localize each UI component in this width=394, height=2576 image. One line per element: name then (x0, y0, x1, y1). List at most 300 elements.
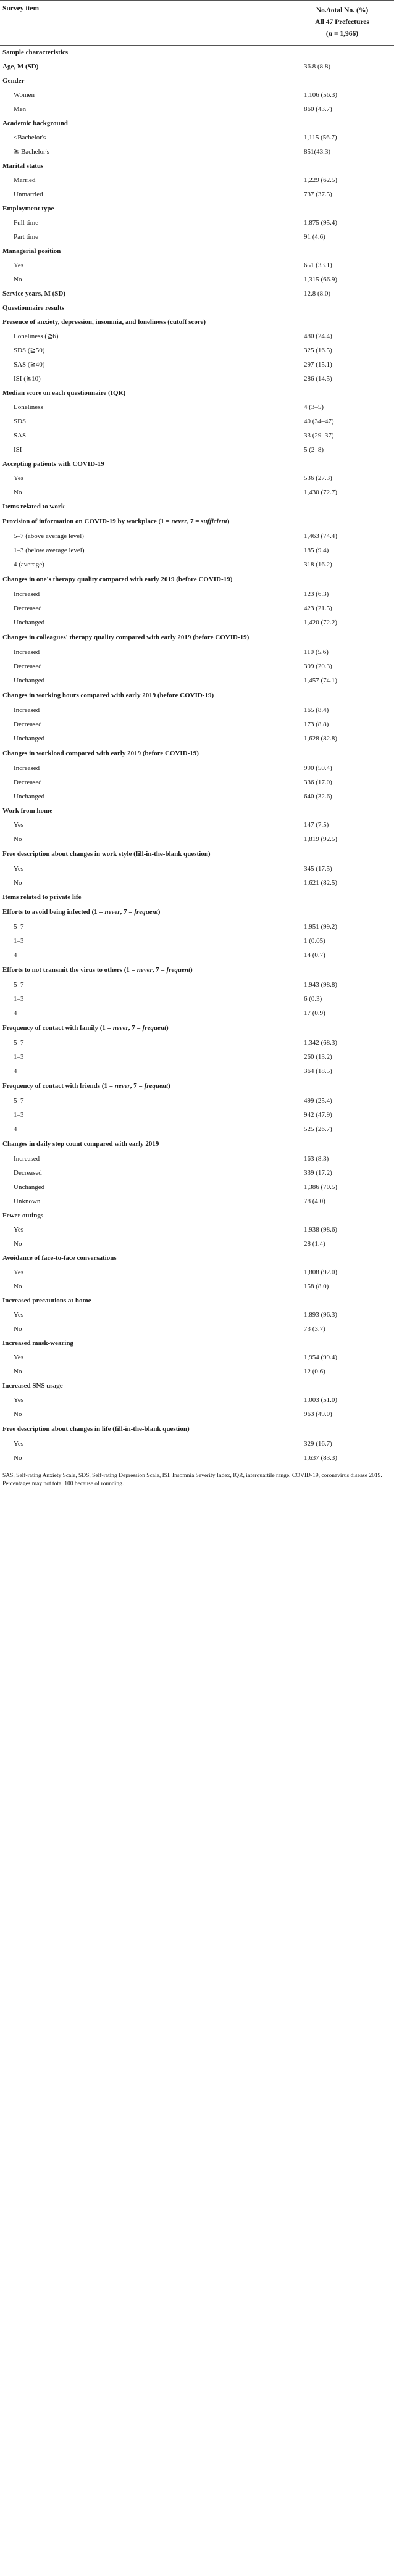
row-label: Presence of anxiety, depression, insomnia, and loneliness (cutoff score) (2, 318, 206, 326)
row-value: 14 (0.7) (304, 951, 325, 959)
table-row (0, 216, 394, 230)
row-value: 78 (4.0) (304, 1198, 325, 1205)
row-label: Academic background (2, 120, 68, 127)
table-row (0, 259, 394, 273)
row-value: 336 (17.0) (304, 779, 332, 786)
row-value: 260 (13.2) (304, 1053, 332, 1061)
table-row (0, 1451, 394, 1465)
row-value (290, 1379, 394, 1393)
row-label: ISI (14, 446, 22, 453)
row-label: Women (14, 91, 35, 99)
row-label: Yes (14, 821, 24, 829)
row-label: Service years, M (SD) (2, 290, 66, 297)
row-label: Changes in colleagues' therapy quality compared with early 2019 (before COVID-19) (2, 634, 249, 641)
table-section-row (0, 1422, 394, 1437)
table-section-row (0, 315, 394, 329)
table-row (0, 1122, 394, 1137)
row-value: 737 (37.5) (304, 191, 332, 198)
row-label: 4 (14, 1125, 17, 1133)
row-value (290, 514, 394, 529)
table-row (0, 188, 394, 202)
row-value: 1,430 (72.7) (304, 489, 338, 496)
row-value: 1,315 (66.9) (304, 276, 338, 283)
row-label: No (14, 489, 22, 496)
row-value: 1,342 (68.3) (304, 1039, 338, 1046)
table-header-row (0, 1, 394, 46)
row-value: 1,938 (98.6) (304, 1226, 338, 1233)
row-label: SDS (14, 418, 27, 425)
table-row (0, 544, 394, 558)
row-label: Unchanged (14, 735, 45, 742)
row-label: Unchanged (14, 1183, 45, 1191)
header-sample-size: (n = 1,966) (325, 30, 359, 38)
table-row (0, 934, 394, 948)
row-value: 286 (14.5) (304, 375, 332, 383)
row-value: 110 (5.6) (304, 648, 329, 656)
table-row (0, 230, 394, 244)
table-row (0, 1180, 394, 1195)
row-label: Decreased (14, 721, 42, 728)
table-row (0, 558, 394, 572)
row-value: 1,106 (56.3) (304, 91, 338, 99)
row-value (290, 890, 394, 905)
row-label: 1–3 (14, 995, 24, 1003)
row-value (290, 202, 394, 216)
row-label: Yes (14, 1226, 24, 1233)
table-section-row (0, 301, 394, 315)
row-value: 17 (0.9) (304, 1009, 325, 1017)
table-section-row (0, 1137, 394, 1152)
row-value: 651 (33.1) (304, 262, 332, 269)
table-section-row (0, 746, 394, 761)
table-row (0, 1223, 394, 1237)
row-value: 339 (17.2) (304, 1169, 332, 1177)
table-row (0, 776, 394, 790)
table-row (0, 1351, 394, 1365)
row-value: 963 (49.0) (304, 1410, 332, 1418)
table-row (0, 1166, 394, 1180)
row-label: Changes in working hours compared with early 2019 (before COVID-19) (2, 692, 214, 699)
row-value: 1,115 (56.7) (304, 134, 337, 141)
row-value: 499 (25.4) (304, 1097, 332, 1104)
row-label: Loneliness (14, 404, 43, 411)
row-value: 40 (34–47) (304, 418, 334, 425)
row-value: 1,819 (92.5) (304, 835, 338, 843)
table-section-row (0, 244, 394, 259)
row-value (290, 1422, 394, 1437)
table-section-row (0, 688, 394, 703)
table-row (0, 862, 394, 876)
row-label: Part time (14, 233, 39, 241)
row-label: No (14, 1283, 22, 1290)
row-value: 158 (8.0) (304, 1283, 329, 1290)
row-label: Avoidance of face-to-face conversations (2, 1254, 117, 1262)
table-section-row (0, 1209, 394, 1223)
row-label: Increased (14, 706, 40, 714)
row-label: <Bachelor's (14, 134, 46, 141)
row-label: No (14, 835, 22, 843)
row-value (290, 244, 394, 259)
row-label: Efforts to not transmit the virus to others (1 = never, 7 = frequent) (2, 966, 193, 974)
row-value: 1,463 (74.4) (304, 532, 338, 540)
row-label: 1–3 (14, 1053, 24, 1061)
row-label: Decreased (14, 1169, 42, 1177)
table-row (0, 471, 394, 486)
row-value: 1,875 (95.4) (304, 219, 338, 226)
row-value: 1,628 (82.8) (304, 735, 338, 742)
table-row (0, 674, 394, 688)
row-value: 364 (18.5) (304, 1067, 332, 1075)
row-label: Changes in workload compared with early 2019 (before COVID-19) (2, 750, 199, 757)
row-label: Yes (14, 1396, 24, 1404)
table-section-row (0, 890, 394, 905)
row-value: 123 (6.3) (304, 590, 329, 598)
row-label: Changes in one's therapy quality compared with early 2019 (before COVID-19) (2, 576, 233, 583)
table-row (0, 415, 394, 429)
row-label: 1–3 (below average level) (14, 547, 85, 554)
row-value: 173 (8.8) (304, 721, 329, 728)
row-label: 5–7 (14, 923, 24, 930)
row-value: 525 (26.7) (304, 1125, 332, 1133)
row-value: 5 (2–8) (304, 446, 324, 453)
row-label: 5–7 (14, 1097, 24, 1104)
header-survey-item: Survey item (0, 1, 290, 46)
row-label: No (14, 879, 22, 887)
row-value: 860 (43.7) (304, 106, 332, 113)
row-value: 318 (16.2) (304, 561, 332, 568)
table-section-row (0, 117, 394, 131)
table-row (0, 1407, 394, 1422)
row-label: 4 (14, 1067, 17, 1075)
table-section-row (0, 1079, 394, 1094)
row-value: 1,893 (96.3) (304, 1311, 338, 1319)
row-value (290, 746, 394, 761)
table-row (0, 732, 394, 746)
row-value (290, 1079, 394, 1094)
row-value (290, 688, 394, 703)
row-label: Yes (14, 865, 24, 872)
table-section-row (0, 572, 394, 587)
row-value: 399 (20.3) (304, 663, 332, 670)
table-row (0, 1006, 394, 1021)
row-value: 163 (8.3) (304, 1155, 329, 1162)
row-value (290, 1336, 394, 1351)
row-label: Unchanged (14, 619, 45, 626)
row-label: Work from home (2, 807, 53, 814)
row-label: SDS (≧50) (14, 347, 45, 354)
row-label: No (14, 1240, 22, 1248)
table-row (0, 173, 394, 188)
row-label: No (14, 276, 22, 283)
row-label: Unknown (14, 1198, 41, 1205)
row-label: Yes (14, 1311, 24, 1319)
table-row (0, 703, 394, 718)
row-value: 1,386 (70.5) (304, 1183, 338, 1191)
table-section-row (0, 1251, 394, 1265)
row-value (290, 500, 394, 514)
table-row (0, 131, 394, 145)
table-row (0, 978, 394, 992)
table-row (0, 145, 394, 159)
table-footnote: SAS, Self-rating Anxiety Scale, SDS, Self-rating Depression Scale, ISI, Insomnia Severity Index, IQR, interquartile range, COVID-19, coronavirus disease 2019. Percentages may not total 100 because of rounding. (0, 1468, 394, 1488)
row-value (290, 315, 394, 329)
row-value (290, 905, 394, 920)
row-value (290, 74, 394, 88)
row-value (290, 804, 394, 818)
row-label: Decreased (14, 605, 42, 612)
table-section-row (0, 804, 394, 818)
row-value: 1,808 (92.0) (304, 1269, 338, 1276)
table-section-row (0, 905, 394, 920)
table-row (0, 645, 394, 660)
row-value: 185 (9.4) (304, 547, 329, 554)
row-label: ≧ Bachelor's (14, 148, 49, 155)
table-row (0, 443, 394, 457)
row-label: Provision of information on COVID-19 by workplace (1 = never, 7 = sufficient) (2, 518, 230, 525)
row-label: No (14, 1454, 22, 1462)
table-section-row (0, 1336, 394, 1351)
row-label: Efforts to avoid being infected (1 = never, 7 = frequent) (2, 908, 161, 916)
table-section-row (0, 1021, 394, 1036)
row-label: Questionnaire results (2, 304, 65, 312)
header-prefectures-label: All 47 Prefectures (315, 19, 369, 26)
row-value: 12.8 (8.0) (304, 290, 331, 297)
table-row (0, 102, 394, 117)
table-row (0, 1094, 394, 1108)
row-value: 536 (27.3) (304, 474, 332, 482)
table-body (0, 46, 394, 1466)
row-label: Fewer outings (2, 1212, 44, 1219)
table-row (0, 88, 394, 102)
row-value (290, 1021, 394, 1036)
row-label: Decreased (14, 663, 42, 670)
row-label: Increased (14, 590, 40, 598)
row-value: 851(43.3) (304, 148, 331, 155)
table-row (0, 876, 394, 890)
table-row (0, 1195, 394, 1209)
row-value: 990 (50.4) (304, 764, 332, 772)
row-label: Age, M (SD) (2, 63, 39, 70)
row-value: 1,003 (51.0) (304, 1396, 338, 1404)
row-label: Unchanged (14, 793, 45, 800)
row-label: 4 (14, 1009, 17, 1017)
row-label: Sample characteristics (2, 49, 68, 56)
row-value (290, 630, 394, 645)
row-value: 1,229 (62.5) (304, 176, 338, 184)
row-value: 91 (4.6) (304, 233, 325, 241)
table-row (0, 832, 394, 847)
row-label: Employment type (2, 205, 54, 212)
row-value: 942 (47.9) (304, 1111, 332, 1119)
table-row (0, 344, 394, 358)
row-label: Increased (14, 1155, 40, 1162)
table-row (0, 660, 394, 674)
table-row (0, 920, 394, 934)
table-section-row (0, 500, 394, 514)
row-value: 28 (1.4) (304, 1240, 325, 1248)
table-row (0, 287, 394, 301)
table-row (0, 818, 394, 832)
table-row (0, 587, 394, 602)
row-label: Unchanged (14, 677, 45, 684)
row-label: 5–7 (14, 981, 24, 988)
row-value: 33 (29–37) (304, 432, 334, 439)
row-value: 1 (0.05) (304, 937, 325, 945)
row-value: 423 (21.5) (304, 605, 332, 612)
table-row (0, 1280, 394, 1294)
table-row (0, 616, 394, 630)
row-label: 5–7 (above average level) (14, 532, 84, 540)
row-label: Men (14, 106, 27, 113)
row-label: 1–3 (14, 1111, 24, 1119)
table-row (0, 1108, 394, 1122)
row-label: Gender (2, 77, 25, 85)
row-value: 147 (7.5) (304, 821, 329, 829)
header-count-label: No./total No. (%) (316, 7, 369, 14)
table-row (0, 273, 394, 287)
row-value: 345 (17.5) (304, 865, 332, 872)
row-value: 6 (0.3) (304, 995, 322, 1003)
row-label: ISI (≧10) (14, 375, 41, 383)
row-value: 4 (3–5) (304, 404, 324, 411)
table-row (0, 329, 394, 344)
row-value: 1,637 (83.3) (304, 1454, 338, 1462)
row-value: 1,457 (74.1) (304, 677, 338, 684)
row-value: 73 (3.7) (304, 1325, 325, 1333)
row-value: 12 (0.6) (304, 1368, 325, 1375)
row-value: 1,951 (99.2) (304, 923, 338, 930)
row-value: 480 (24.4) (304, 333, 332, 340)
row-value (290, 572, 394, 587)
row-label: Accepting patients with COVID-19 (2, 460, 104, 468)
table-section-row (0, 457, 394, 471)
table-row (0, 602, 394, 616)
row-value: 1,954 (99.4) (304, 1354, 338, 1361)
row-value (290, 1251, 394, 1265)
table-section-row (0, 74, 394, 88)
table-row (0, 1237, 394, 1251)
row-label: SAS (≧40) (14, 361, 45, 368)
table-section-row (0, 514, 394, 529)
table-section-row (0, 46, 394, 60)
row-label: 4 (average) (14, 561, 44, 568)
row-label: Yes (14, 1440, 24, 1447)
row-value (290, 1137, 394, 1152)
table-row (0, 400, 394, 415)
row-value: 1,943 (98.8) (304, 981, 338, 988)
table-section-row (0, 630, 394, 645)
row-value: 329 (16.7) (304, 1440, 332, 1447)
table-row (0, 372, 394, 386)
row-value (290, 117, 394, 131)
table-row (0, 1322, 394, 1336)
row-label: Increased (14, 764, 40, 772)
table-section-row (0, 159, 394, 173)
table-row (0, 1064, 394, 1079)
row-label: SAS (14, 432, 27, 439)
row-value (290, 1209, 394, 1223)
row-label: No (14, 1325, 22, 1333)
row-label: Changes in daily step count compared with early 2019 (2, 1140, 159, 1148)
row-label: Unmarried (14, 191, 43, 198)
row-label: Yes (14, 262, 24, 269)
table-section-row (0, 386, 394, 400)
row-label: 4 (14, 951, 17, 959)
row-label: Married (14, 176, 36, 184)
header-count-column (290, 1, 394, 46)
row-value (290, 159, 394, 173)
table-row (0, 1050, 394, 1064)
row-value (290, 963, 394, 978)
row-label: No (14, 1368, 22, 1375)
table-row (0, 60, 394, 74)
table-section-row (0, 1294, 394, 1308)
row-label: Frequency of contact with family (1 = never, 7 = frequent) (2, 1024, 169, 1032)
table-row (0, 992, 394, 1006)
table-row (0, 761, 394, 776)
table-row (0, 1265, 394, 1280)
table-row (0, 429, 394, 443)
table-row (0, 1152, 394, 1166)
row-value: 325 (16.5) (304, 347, 332, 354)
table-row (0, 1036, 394, 1050)
table-section-row (0, 1379, 394, 1393)
row-label: Free description about changes in work style (fill-in-the-blank question) (2, 850, 211, 858)
row-label: Yes (14, 1269, 24, 1276)
row-value (290, 847, 394, 862)
row-value: 1,420 (72.2) (304, 619, 338, 626)
table-row (0, 358, 394, 372)
row-value: 165 (8.4) (304, 706, 329, 714)
table-section-row (0, 847, 394, 862)
row-label: Loneliness (≧6) (14, 333, 59, 340)
row-label: Increased mask-wearing (2, 1340, 73, 1347)
row-label: 5–7 (14, 1039, 24, 1046)
table-row (0, 1365, 394, 1379)
row-label: Items related to private life (2, 893, 82, 901)
table-row (0, 529, 394, 544)
row-label: Increased precautions at home (2, 1297, 91, 1304)
table-row (0, 1437, 394, 1451)
row-value (290, 1294, 394, 1308)
row-label: Decreased (14, 779, 42, 786)
row-value: 640 (32.6) (304, 793, 332, 800)
row-label: Yes (14, 474, 24, 482)
row-label: Marital status (2, 162, 44, 170)
table-row (0, 948, 394, 963)
row-value: 36.8 (8.8) (304, 63, 331, 70)
table-row (0, 718, 394, 732)
row-label: Median score on each questionnaire (IQR) (2, 389, 126, 397)
table-section-row (0, 202, 394, 216)
row-label: Increased SNS usage (2, 1382, 63, 1389)
row-value (290, 301, 394, 315)
table-row (0, 486, 394, 500)
row-label: Managerial position (2, 247, 61, 255)
table-row (0, 1308, 394, 1322)
table-row (0, 1393, 394, 1407)
row-value: 1,621 (82.5) (304, 879, 338, 887)
row-label: 1–3 (14, 937, 24, 945)
row-label: Yes (14, 1354, 24, 1361)
row-label: Free description about changes in life (fill-in-the-blank question) (2, 1425, 190, 1433)
row-value (290, 386, 394, 400)
table-row (0, 790, 394, 804)
table-section-row (0, 963, 394, 978)
row-label: Increased (14, 648, 40, 656)
row-label: Items related to work (2, 503, 65, 510)
row-value (290, 46, 394, 60)
